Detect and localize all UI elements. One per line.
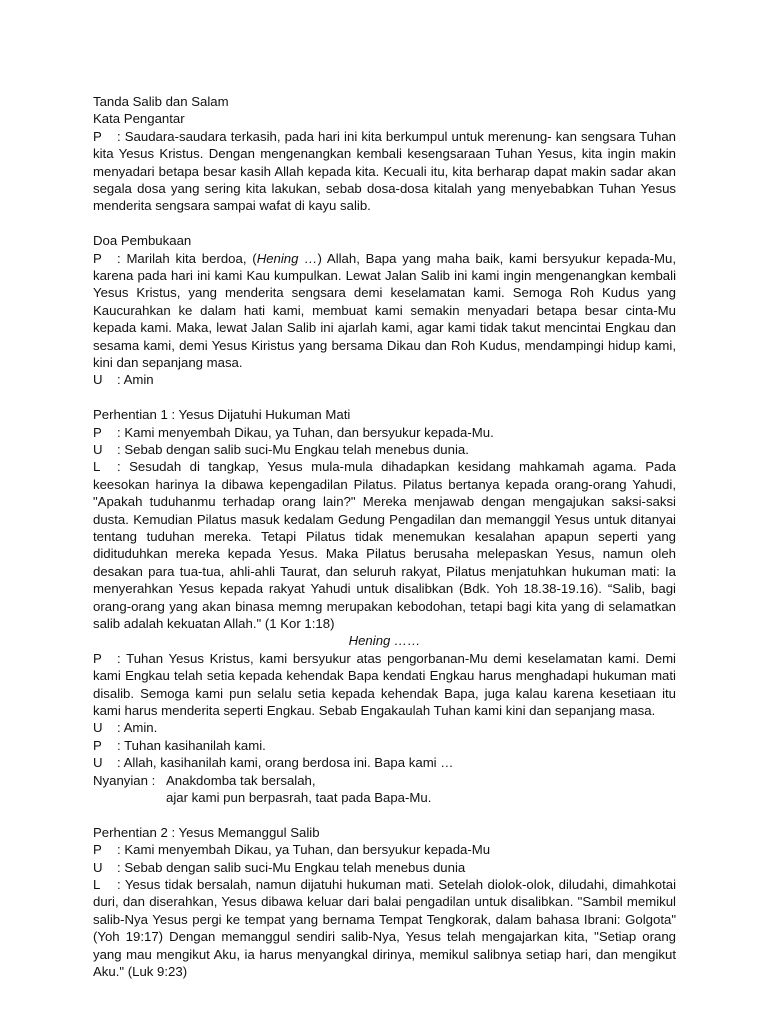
speaker-label: P — [93, 424, 102, 440]
p1-nyanyian — [93, 772, 676, 789]
paragraph-text-pre: : Marilah kita berdoa, ( — [117, 250, 257, 266]
response-text: : Amin — [117, 372, 154, 388]
p2-reading-paragraph — [93, 876, 676, 980]
hening-emphasis: Hening … — [256, 250, 318, 266]
speaker-label: U — [93, 755, 103, 771]
p1-response — [93, 441, 676, 458]
heading-kata-pengantar: Kata Pengantar — [93, 111, 185, 127]
p1-kyrie-response — [93, 754, 676, 771]
paragraph-text: : Tuhan Yesus Kristus, kami bersyukur atas pengorbanan-Mu demi keselamatan kami. Demi kami Engkau telah setia kepada kehendak Bapa kendati Engkau harus menghadapi hukuman mati disalib. Semoga kami pun selalu setia kepada kehendak Bapa, juga kalau karena kesetiaan itu kami harus menderita seperti Engkau. Sebab Engakaulah Tuhan kami kini dan sepanjang masa. — [93, 650, 676, 719]
line-text: : Amin. — [117, 720, 158, 736]
line-text: : Sebab dengan salib suci-Mu Engkau telah menebus dunia. — [117, 442, 469, 457]
p1-hening: Hening …… — [348, 633, 421, 649]
paragraph-text: : Saudara-saudara terkasih, pada hari ini kita berkumpul untuk merenung- kan sengsara Tuhan kita Yesus Kristus. Dengan mengenangkan kembali kesengsaraan Tuhan Yesus, kita ingin makin menyadari betapa besar kasih Allah kepada kita. Kecuali itu, kita berharap dapat makin sadar akan segala dosa yang sering kita lakukan, sebab dosa-dosa kitalah yang menyebabkan Tuhan Yesus menderita sengsara sampai wafat di kayu salib. — [93, 128, 676, 214]
p1-amin — [93, 719, 676, 736]
line-text: : Kami menyembah Dikau, ya Tuhan, dan bersyukur kepada-Mu — [117, 842, 491, 858]
kata-pengantar-paragraph — [93, 128, 676, 215]
speaker-label: U — [93, 859, 103, 875]
line-text: : Tuhan kasihanilah kami. — [117, 737, 266, 753]
line-text: : Sebab dengan salib suci-Mu Engkau telah menebus dunia — [117, 859, 466, 875]
p1-reading-paragraph — [93, 458, 676, 632]
heading-doa-pembukaan: Doa Pembukaan — [93, 233, 192, 249]
p2-versicle — [93, 841, 676, 858]
p1-kyrie — [93, 737, 676, 754]
paragraph-text: : Sesudah di tangkap, Yesus mula-mula dihadapkan kesidang mahkamah agama. Pada keesokan harinya Ia dibawa kepengadilan Pilatus. Pilatus bertanya kepada orang-orang Yahudi, "Apakah tuduhanmu terhadap orang lain?" Mereka menjawab dengan mengajukan saksi-saksi dusta. Kemudian Pilatus masuk kedalam Gedung Pengadilan dan memanggil Yesus untuk ditanyai tentang tuduhan mereka. Tetapi Pilatus tidak menemukan kesalahan apapun seperti yang didituduhkan mereka kepada Yesus. Maka Pilatus berusaha melepaskan Yesus, namun oleh desakan para tua-tua, ahli-ahli Taurat, dan seluruh rakyat, Pilatus menjatuhkan hukuman mati: Ia menyerahkan Yesus kepada rakyat Yahudi untuk disalibkan (Bdk. Yoh 18.38-19.16). “Salib, bagi orang-orang yang akan binasa memng merupakan kebodohan, tetapi bagi kita yang di selamatkan salib adalah kekuatan Allah." (1 Kor 1:18) — [93, 459, 676, 632]
p1-prayer-paragraph — [93, 650, 676, 720]
doa-pembukaan-paragraph — [93, 250, 676, 372]
speaker-label: P — [93, 737, 102, 753]
song-line-1: Anakdomba tak bersalah, — [166, 772, 316, 788]
speaker-label: U — [93, 442, 103, 457]
heading-tanda-salib: Tanda Salib dan Salam — [93, 94, 229, 109]
document-page — [93, 93, 676, 980]
speaker-label: L — [93, 459, 101, 475]
speaker-label: L — [93, 876, 101, 892]
p2-response — [93, 859, 676, 876]
p1-nyanyian-line-2: ajar kami pun berpasrah, taat pada Bapa-Mu. — [166, 790, 432, 806]
line-text: : Allah, kasihanilah kami, orang berdosa ini. Bapa kami … — [117, 755, 454, 771]
p1-versicle — [93, 424, 676, 441]
paragraph-text: : Yesus tidak bersalah, namun dijatuhi hukuman mati. Setelah diolok-olok, diludahi, dimahkotai duri, dan diserahkan, Yesus dibawa keluar dari balai pengadilan untuk disalibkan. "Sambil memikul salib-Nya Yesus pergi ke tempat yang bernama Tempat Tengkorak, dalam bahasa Ibrani: Golgota" (Yoh 19:17) Dengan memanggul sendiri salib-Nya, Yesus telah mengajarkan kita, "Setiap orang yang mau mengikut Aku, ia harus menyangkal dirinya, memikul salibnya setiap hari, dan mengikut Aku." (Luk 9:23) — [93, 876, 676, 980]
speaker-label: P — [93, 250, 102, 266]
speaker-label: P — [93, 650, 102, 666]
heading-perhentian-2: Perhentian 2 : Yesus Memanggul Salib — [93, 824, 320, 840]
response-amin — [93, 371, 676, 388]
speaker-label: U — [93, 720, 103, 736]
nyanyian-label: Nyanyian : — [93, 772, 156, 788]
speaker-label: U — [93, 372, 103, 388]
speaker-label: P — [93, 842, 102, 858]
paragraph-text-post: ) Allah, Bapa yang maha baik, kami bersyukur kepada-Mu, karena pada hari ini kami Kau kumpulkan. Lewat Jalan Salib ini kami ingin mengenangkan kembali Yesus Kristus, yang menderita sengsara demi keselamatan kami. Semoga Roh Kudus yang Kaucurahkan ke dalam hati kami, membuat kami semakin menyadari betapa besar cinta-Mu kepada kami. Maka, lewat Jalan Salib ini ajarlah kami, agar kami tidak takut mencintai Engkau dan sesama kami, demi Yesus Kiristus yang bersama Dikau dan Roh Kudus, mendampingi hidup kami, kini dan sepanjang masa. — [93, 250, 676, 371]
line-text: : Kami menyembah Dikau, ya Tuhan, dan bersyukur kepada-Mu. — [117, 424, 494, 440]
speaker-label: P — [93, 128, 102, 144]
heading-perhentian-1: Perhentian 1 : Yesus Dijatuhi Hukuman Mati — [93, 407, 351, 423]
